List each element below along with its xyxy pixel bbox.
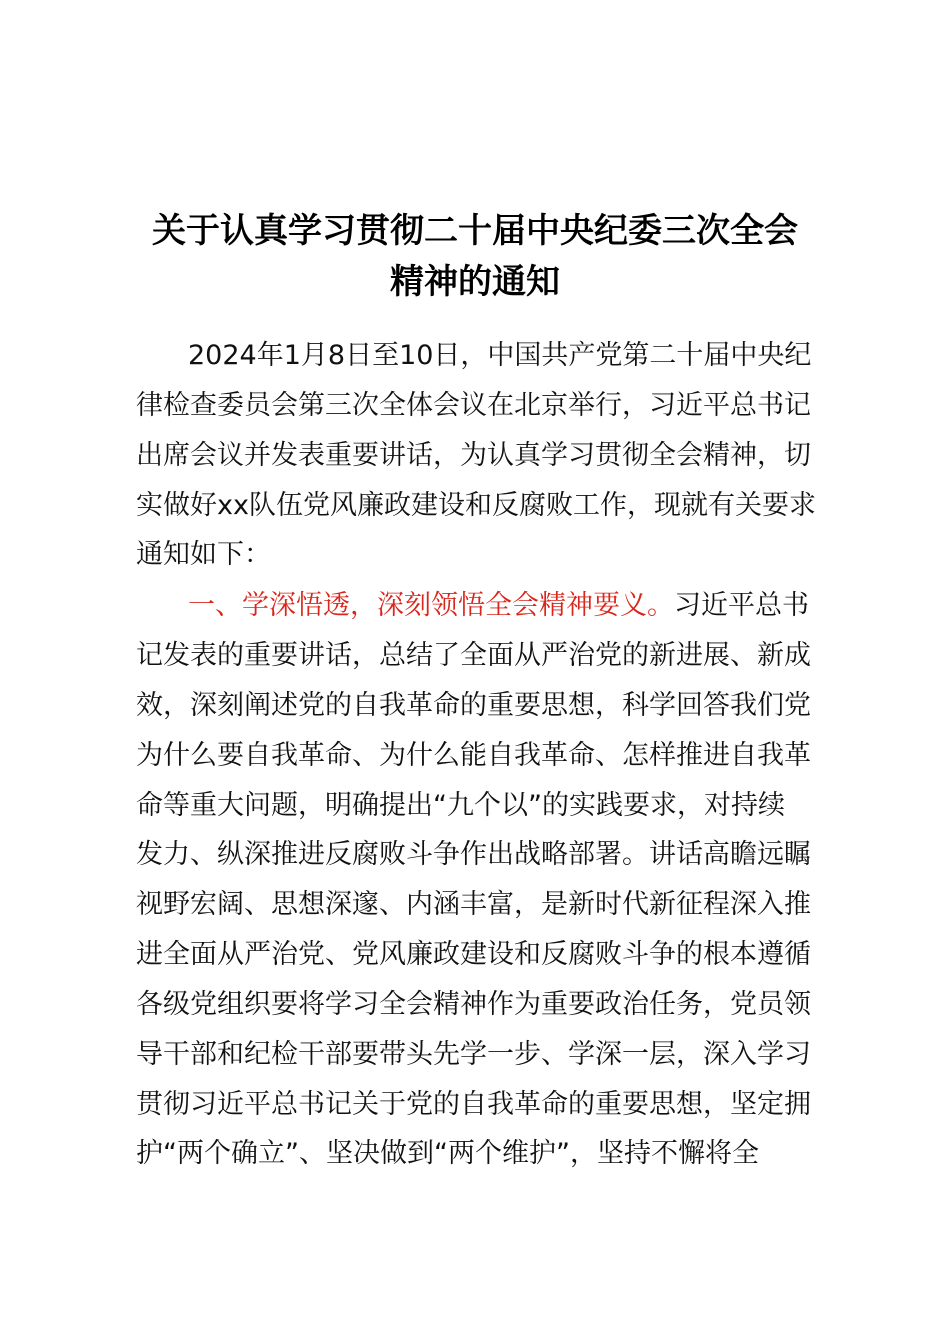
section-1-heading: 一、学深悟透，深刻领悟全会精神要义。 (188, 590, 674, 621)
section-1-line-11: 贯彻习近平总书记关于党的自我革命的重要思想，坚定拥 (136, 1089, 811, 1120)
paragraph-1-line-3: 出席会议并发表重要讲话，为认真学习贯彻全会精神，切 (136, 440, 811, 471)
paragraph-1-line-2: 律检查委员会第三次全体会议在北京举行，习近平总书记 (136, 390, 811, 421)
paragraph-1-line-4: 实做好xx队伍党风廉政建设和反腐败工作，现就有关要求 (136, 490, 816, 521)
paragraph-1-line-1: 2024年1月8日至10日，中国共产党第二十届中央纪 (188, 340, 812, 371)
section-1-line-10: 导干部和纪检干部要带头先学一步、学深一层，深入学习 (136, 1039, 811, 1070)
section-1-first-line-tail: 习近平总书 (674, 590, 809, 621)
section-1-first-line (188, 586, 888, 626)
section-1-line-6: 发力、纵深推进反腐败斗争作出战略部署。讲话高瞻远瞩 (136, 839, 811, 870)
document-title-line-1: 关于认真学习贯彻二十届中央纪委三次全会 (152, 211, 798, 251)
document-title-line-2: 精神的通知 (390, 262, 560, 302)
section-1-line-4: 为什么要自我革命、为什么能自我革命、怎样推进自我革 (136, 740, 811, 771)
section-1-line-12: 护“两个确立”、坚决做到“两个维护”，坚持不懈将全 (136, 1138, 759, 1169)
section-1-line-7: 视野宏阔、思想深邃、内涵丰富，是新时代新征程深入推 (136, 889, 811, 920)
paragraph-1-line-5: 通知如下： (136, 539, 271, 570)
section-1-line-8: 进全面从严治党、党风廉政建设和反腐败斗争的根本遵循 (136, 939, 811, 970)
section-1-line-2: 记发表的重要讲话，总结了全面从严治党的新进展、新成 (136, 640, 811, 671)
section-1-line-9: 各级党组织要将学习全会精神作为重要政治任务，党员领 (136, 989, 811, 1020)
section-1-line-5: 命等重大问题，明确提出“九个以”的实践要求，对持续 (136, 790, 785, 821)
section-1-line-3: 效，深刻阐述党的自我革命的重要思想，科学回答我们党 (136, 690, 811, 721)
